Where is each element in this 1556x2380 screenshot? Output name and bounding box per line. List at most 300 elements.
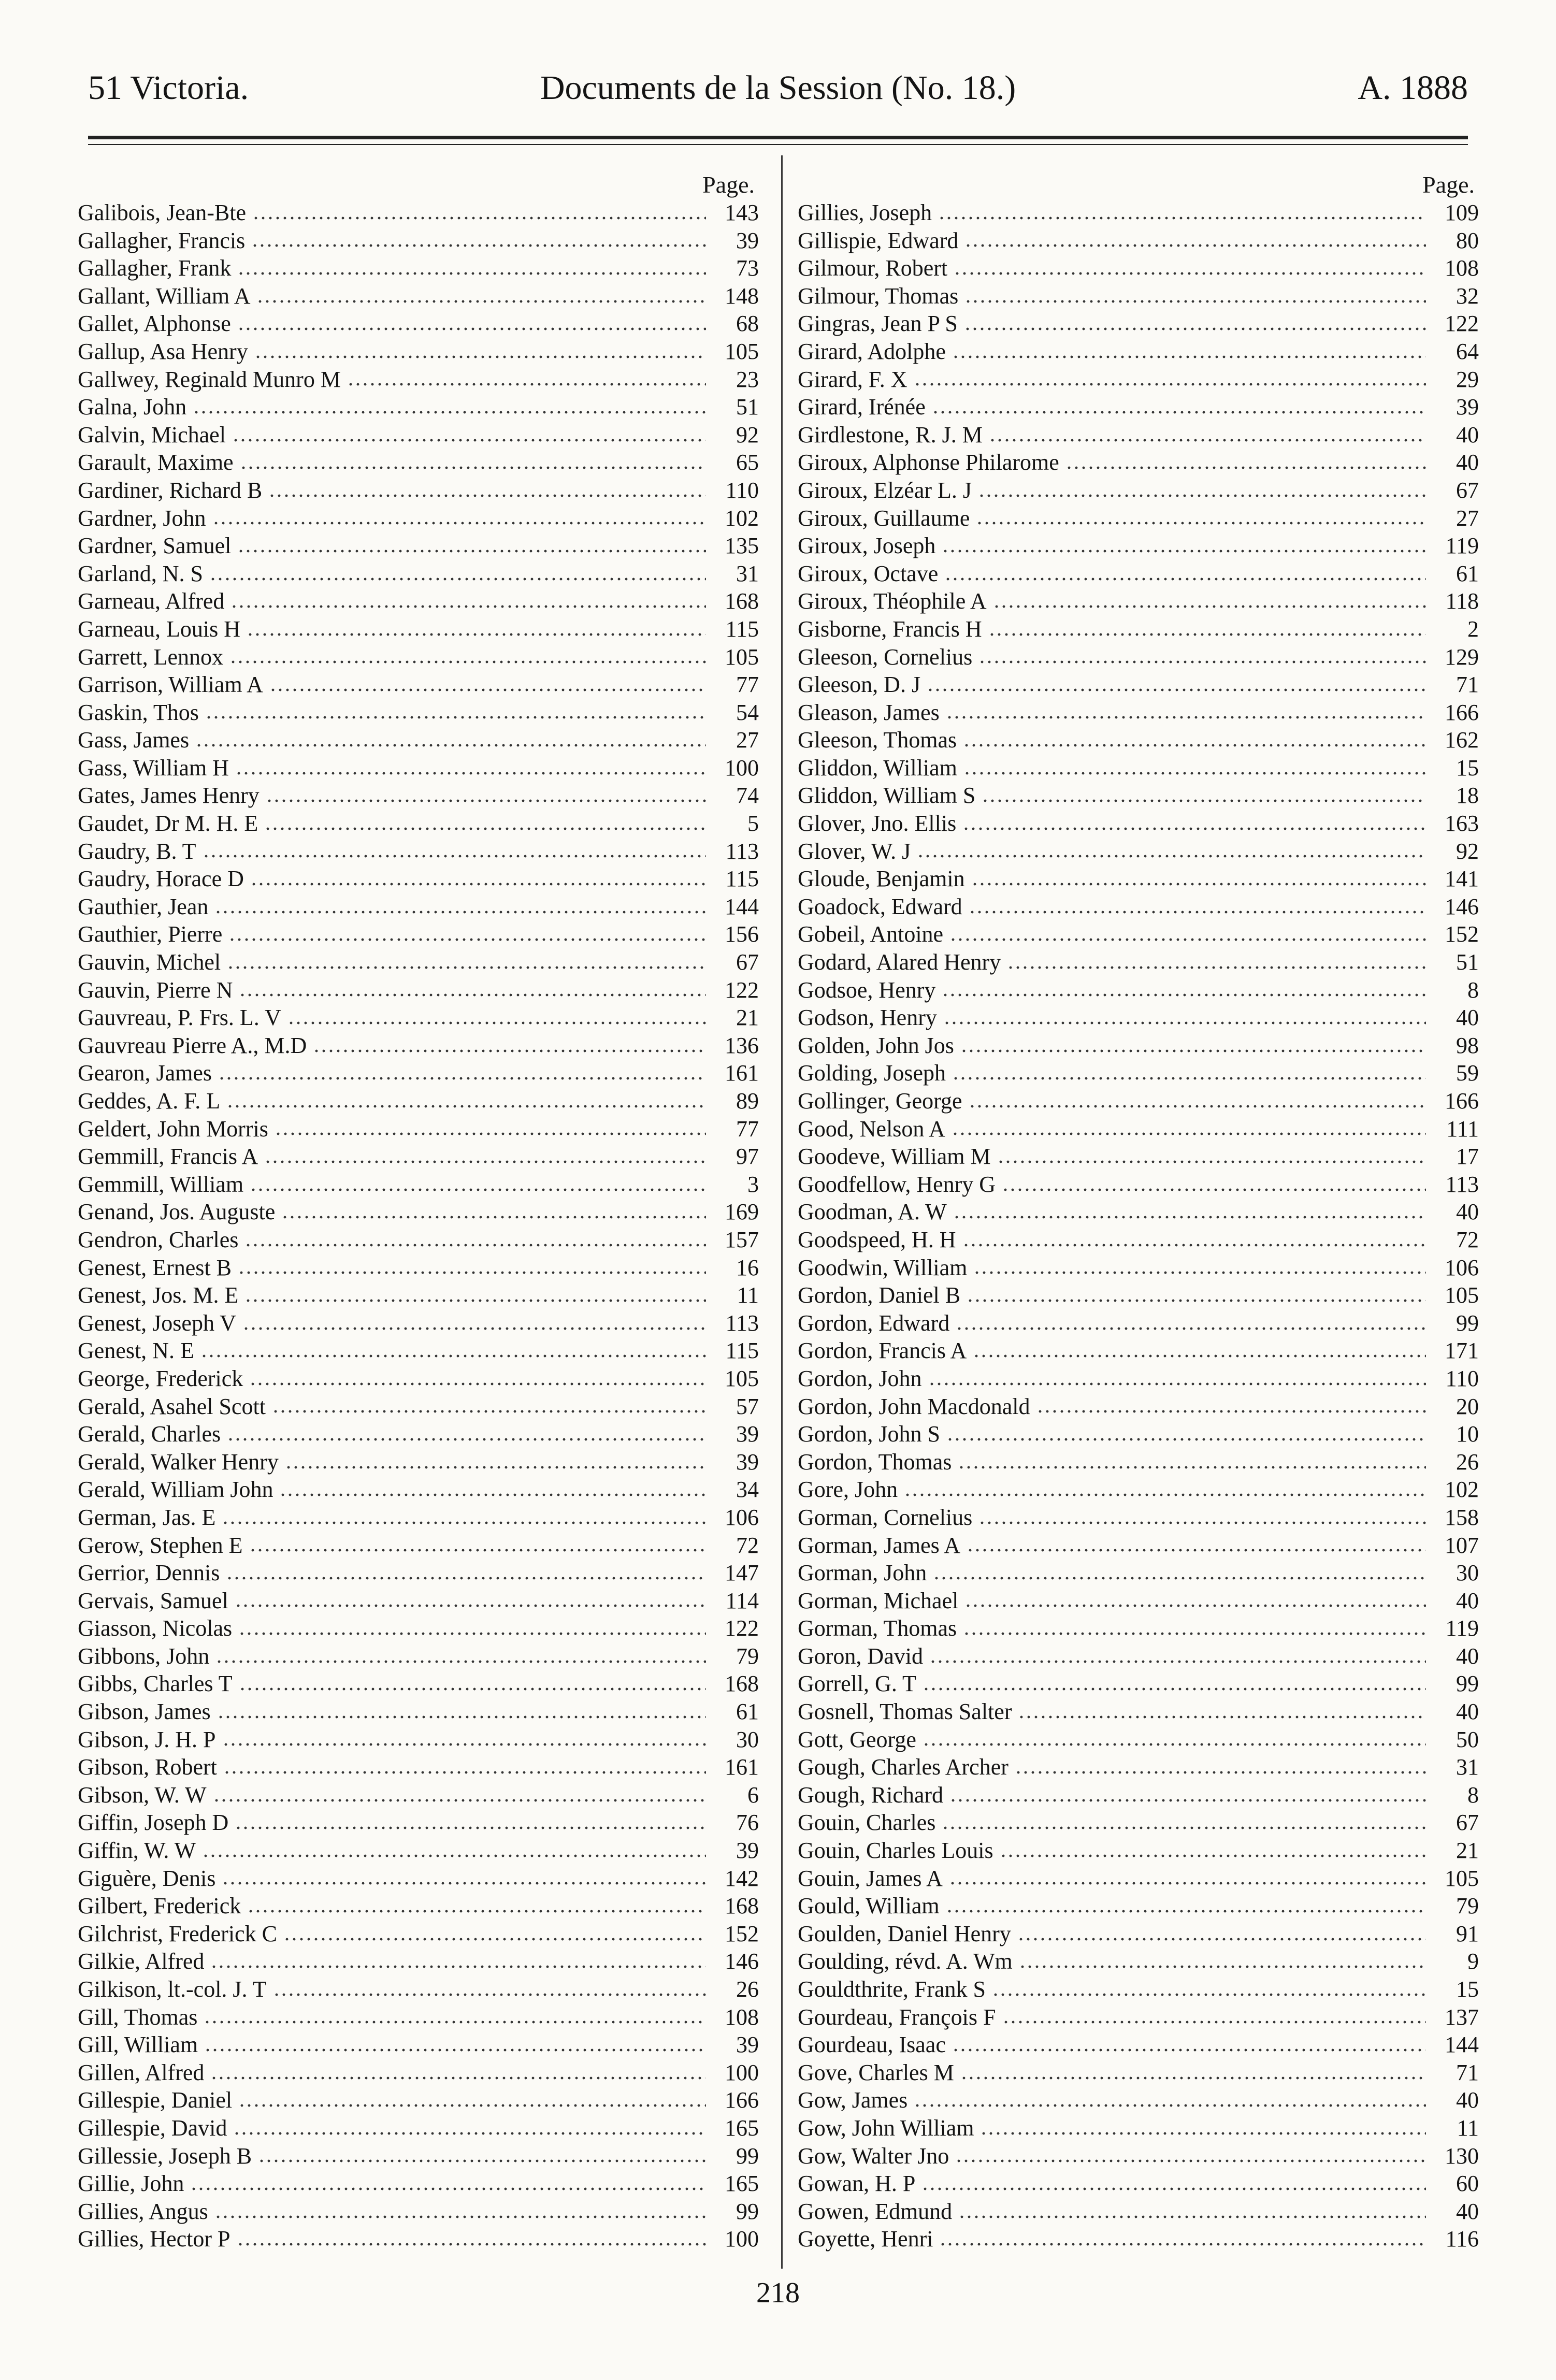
entry-page: 61 [1456, 560, 1479, 586]
entry-page: 108 [1445, 255, 1479, 281]
index-entry [798, 1504, 1479, 1532]
dot-leader [1018, 1715, 1426, 1719]
index-entry [78, 838, 759, 866]
entry-page: 100 [725, 2059, 759, 2085]
entry-page: 152 [1445, 921, 1479, 947]
index-entry [78, 1670, 759, 1698]
dot-leader [239, 993, 706, 997]
entry-name: Goulding, révd. A. Wm [798, 1949, 1013, 1974]
index-entry [78, 1115, 759, 1143]
dot-leader [209, 577, 706, 581]
entry-page: 11 [737, 1282, 759, 1308]
entry-page: 99 [736, 2198, 759, 2224]
entry-page: 29 [1456, 366, 1479, 392]
entry-page: 122 [1445, 311, 1479, 337]
entry-page: 144 [1445, 2032, 1479, 2058]
entry-page: 111 [1446, 1116, 1479, 1142]
entry-page: 9 [1467, 1949, 1479, 1974]
index-entry [78, 810, 759, 838]
entry-name: Giroux, Elzéar L. J [798, 477, 972, 503]
index-entry [78, 1004, 759, 1032]
dot-leader [944, 577, 1426, 581]
entry-page: 54 [736, 699, 759, 725]
dot-leader [228, 937, 706, 942]
entry-name: Garrison, William A [78, 672, 263, 698]
entry-name: Gaudet, Dr M. H. E [78, 811, 258, 836]
index-entry [78, 1920, 759, 1948]
index-entry [798, 2225, 1479, 2253]
index-entry [798, 1337, 1479, 1365]
dot-leader [264, 1160, 706, 1164]
entry-name: Gleason, James [798, 699, 940, 725]
dot-leader [956, 1326, 1426, 1331]
entry-name: Gordon, Thomas [798, 1449, 952, 1475]
header-rule-thin [88, 144, 1468, 145]
index-entry [78, 1948, 759, 1975]
entry-name: Gillies, Angus [78, 2198, 208, 2224]
entry-page: 169 [725, 1199, 759, 1225]
entry-page: 158 [1445, 1504, 1479, 1530]
dot-leader [272, 1409, 706, 1413]
entry-page: 119 [1445, 1615, 1479, 1641]
index-entry [78, 1171, 759, 1199]
entry-page: 89 [736, 1088, 759, 1114]
entry-page: 105 [725, 1365, 759, 1391]
entry-name: Gisborne, Francis H [798, 616, 982, 642]
entry-name: Gilmour, Thomas [798, 283, 959, 309]
entry-page: 51 [736, 394, 759, 420]
dot-leader [235, 1604, 706, 1608]
dot-leader [1017, 1937, 1426, 1941]
entry-page: 143 [725, 200, 759, 225]
dot-leader [953, 1215, 1426, 1219]
entry-name: Gillessie, Joseph B [78, 2143, 252, 2169]
entry-page: 50 [1456, 1726, 1479, 1752]
column-divider [781, 155, 783, 2269]
dot-leader [222, 1881, 706, 1885]
index-entry [798, 2114, 1479, 2142]
entry-name: Girard, Irénée [798, 394, 926, 420]
index-entry [78, 366, 759, 394]
dot-leader [952, 1132, 1426, 1136]
entry-page: 163 [1445, 811, 1479, 836]
entry-page: 59 [1456, 1060, 1479, 1086]
entry-name: Gilkison, lt.-col. J. T [78, 1977, 267, 2002]
dot-leader [215, 1660, 706, 1664]
entry-page: 40 [1456, 422, 1479, 448]
dot-leader [347, 382, 706, 386]
entry-name: Gow, James [798, 2087, 908, 2113]
entry-name: Gorman, Thomas [798, 1615, 957, 1641]
index-entry [78, 1614, 759, 1642]
index-entry [798, 1642, 1479, 1670]
index-entry [78, 2225, 759, 2253]
dot-leader [942, 549, 1426, 553]
dot-leader [954, 271, 1426, 276]
entry-page: 71 [1456, 672, 1479, 698]
index-entry [78, 1393, 759, 1421]
entry-page: 108 [725, 2004, 759, 2030]
entry-name: Giroux, Octave [798, 560, 939, 586]
dot-leader [235, 771, 706, 775]
entry-name: Gordon, Francis A [798, 1338, 967, 1364]
dot-leader [269, 688, 706, 692]
entry-name: Gallup, Asa Henry [78, 338, 248, 364]
index-entry [798, 2086, 1479, 2114]
entry-name: Gordon, Daniel B [798, 1282, 961, 1308]
dot-leader [222, 1742, 707, 1747]
dot-leader [1015, 1770, 1426, 1775]
entry-page: 147 [725, 1560, 759, 1586]
index-entry [798, 1865, 1479, 1893]
dot-leader [952, 2048, 1426, 2052]
index-entry [798, 2170, 1479, 2198]
dot-leader [989, 438, 1426, 442]
entry-name: Godsoe, Henry [798, 977, 936, 1003]
index-entry [798, 449, 1479, 477]
entry-page: 65 [736, 450, 759, 475]
dot-leader [992, 1993, 1426, 1997]
entry-name: Gauthier, Pierre [78, 921, 223, 947]
index-entry [78, 1281, 759, 1309]
entry-page: 40 [1456, 450, 1479, 475]
entry-page: 80 [1456, 227, 1479, 253]
index-entry [798, 1670, 1479, 1698]
index-entry [798, 1115, 1479, 1143]
dot-leader [1065, 466, 1426, 470]
dot-leader [222, 1521, 706, 1525]
entry-page: 100 [725, 2226, 759, 2252]
dot-leader [946, 715, 1426, 719]
index-entry [78, 671, 759, 699]
entry-name: Genest, Ernest B [78, 1254, 232, 1280]
dot-leader [250, 882, 706, 886]
dot-leader [971, 882, 1426, 886]
entry-page: 39 [736, 1838, 759, 1864]
entry-name: Gillen, Alfred [78, 2059, 205, 2085]
index-entry [798, 532, 1479, 560]
entry-name: Gauvreau, P. Frs. L. V [78, 1005, 281, 1031]
index-entry [798, 1171, 1479, 1199]
entry-name: Genest, Joseph V [78, 1310, 236, 1336]
entry-page: 40 [1456, 1588, 1479, 1613]
entry-page: 6 [747, 1782, 759, 1808]
dot-leader [238, 2103, 706, 2108]
index-entry [78, 1559, 759, 1587]
entry-page: 40 [1456, 1199, 1479, 1225]
entry-page: 142 [725, 1865, 759, 1891]
dot-leader [1007, 965, 1426, 970]
entry-name: Golding, Joseph [798, 1060, 946, 1086]
index-entry [798, 1614, 1479, 1642]
dot-leader [235, 1826, 706, 1830]
entry-page: 67 [1456, 1810, 1479, 1836]
dot-leader [223, 1770, 706, 1775]
index-entry [78, 1504, 759, 1532]
entry-page: 110 [725, 477, 759, 503]
entry-name: Gerald, Charles [78, 1421, 221, 1447]
header-volume: 51 Victoria. [88, 69, 249, 107]
entry-name: Gibbons, John [78, 1643, 210, 1669]
entry-page: 40 [1456, 1699, 1479, 1725]
index-entry [78, 1476, 759, 1504]
dot-leader [946, 1437, 1426, 1441]
entry-name: Gardner, John [78, 505, 206, 531]
index-entry [798, 726, 1479, 754]
entry-name: Galvin, Michael [78, 422, 226, 448]
dot-leader [932, 410, 1426, 414]
dot-leader [218, 1076, 706, 1080]
dot-leader [237, 549, 706, 553]
entry-page: 98 [1456, 1032, 1479, 1058]
entry-page: 17 [1456, 1144, 1479, 1170]
entry-name: Gillies, Joseph [798, 200, 932, 225]
index-entry [798, 2003, 1479, 2031]
index-entry [798, 282, 1479, 310]
index-entry [798, 1698, 1479, 1726]
entry-page: 137 [1445, 2004, 1479, 2030]
entry-name: German, Jas. E [78, 1504, 216, 1530]
entry-page: 115 [725, 866, 759, 892]
dot-leader [210, 1965, 706, 1969]
index-entry [78, 2198, 759, 2226]
index-entry [798, 643, 1479, 671]
entry-page: 23 [736, 366, 759, 392]
dot-leader [973, 1271, 1426, 1275]
dot-leader [227, 1437, 706, 1441]
dot-leader [226, 1104, 706, 1108]
index-entry [798, 782, 1479, 810]
index-entry [78, 1337, 759, 1365]
entry-name: Gouldthrite, Frank S [798, 1977, 986, 2002]
entry-name: Gliddon, William [798, 755, 957, 781]
entry-name: Gore, John [798, 1477, 898, 1503]
dot-leader [914, 2103, 1426, 2108]
entry-page: 10 [1456, 1421, 1479, 1447]
index-entry [798, 1254, 1479, 1282]
entry-page: 74 [736, 783, 759, 809]
entry-name: Gourdeau, François F [798, 2004, 996, 2030]
dot-leader [964, 327, 1426, 331]
dot-leader [964, 299, 1426, 304]
header-year: A. 1888 [1358, 69, 1468, 107]
index-entry [798, 1365, 1479, 1393]
entry-name: Garneau, Alfred [78, 588, 225, 614]
index-entry [798, 338, 1479, 366]
entry-page: 40 [1456, 1005, 1479, 1031]
dot-leader [962, 827, 1426, 831]
dot-leader [212, 521, 707, 525]
entry-name: Gowan, H. P [798, 2171, 916, 2197]
entry-name: Gemmill, William [78, 1171, 244, 1197]
entry-name: Giguère, Denis [78, 1865, 216, 1891]
entry-page: 5 [747, 811, 759, 836]
index-entry [798, 504, 1479, 532]
index-entry [78, 1365, 759, 1393]
index-entry [798, 2198, 1479, 2226]
entry-page: 39 [1456, 394, 1479, 420]
entry-name: Godson, Henry [798, 1005, 937, 1031]
dot-leader [943, 1021, 1426, 1025]
dot-leader [242, 1326, 706, 1331]
dot-leader [927, 688, 1426, 692]
entry-page: 15 [1456, 755, 1479, 781]
entry-page: 16 [736, 1254, 759, 1280]
dot-leader [313, 1049, 706, 1053]
entry-page: 8 [1467, 977, 1479, 1003]
entry-page: 114 [725, 1588, 759, 1613]
entry-name: Gorman, Cornelius [798, 1504, 973, 1530]
index-entry [78, 504, 759, 532]
entry-name: Genest, N. E [78, 1338, 194, 1364]
page-header [88, 62, 1468, 114]
entry-name: Garault, Maxime [78, 450, 234, 475]
dot-leader [960, 2076, 1426, 2080]
entry-page: 21 [736, 1005, 759, 1031]
entry-name: Goodman, A. W [798, 1199, 947, 1225]
entry-page: 68 [736, 311, 759, 337]
entry-page: 113 [1445, 1171, 1479, 1197]
entry-name: Gillespie, Daniel [78, 2087, 233, 2113]
entry-page: 148 [725, 283, 759, 309]
entry-name: Gordon, John Macdonald [798, 1393, 1030, 1419]
entry-name: Goodspeed, H. H [798, 1227, 956, 1252]
entry-name: Gerald, Walker Henry [78, 1449, 279, 1475]
entry-name: Gow, John William [798, 2115, 974, 2141]
entry-name: Giasson, Nicolas [78, 1615, 233, 1641]
index-entry [78, 1226, 759, 1254]
index-entry [78, 560, 759, 588]
dot-leader [249, 1382, 706, 1386]
entry-name: Glover, Jno. Ellis [798, 811, 957, 836]
entry-page: 146 [1445, 893, 1479, 919]
entry-page: 113 [725, 1310, 759, 1336]
entry-name: Glover, W. J [798, 838, 911, 864]
entry-name: Gordon, John S [798, 1421, 941, 1447]
dot-leader [244, 1299, 706, 1303]
entry-name: Gliddon, William S [798, 783, 976, 809]
entry-name: Garland, N. S [78, 560, 203, 586]
dot-leader [973, 1354, 1426, 1358]
entry-name: Gill, William [78, 2032, 198, 2058]
dot-leader [962, 1243, 1426, 1247]
entry-page: 40 [1456, 2198, 1479, 2224]
index-entry [798, 1809, 1479, 1837]
dot-leader [214, 2215, 706, 2219]
entry-name: Gough, Richard [798, 1782, 944, 1808]
index-entry [798, 1837, 1479, 1865]
dot-leader [244, 1243, 706, 1247]
entry-page: 31 [736, 560, 759, 586]
index-entry [78, 587, 759, 615]
index-entry [798, 254, 1479, 282]
dot-leader [226, 1576, 706, 1580]
dot-leader [268, 494, 706, 498]
entry-name: Gordon, Edward [798, 1310, 950, 1336]
dot-leader [232, 438, 706, 442]
index-entry [798, 477, 1479, 504]
entry-name: Gleeson, Thomas [798, 727, 957, 753]
entry-name: Gallwey, Reginald Munro M [78, 366, 341, 392]
index-entry [798, 2142, 1479, 2170]
entry-page: 18 [1456, 783, 1479, 809]
entry-name: Gorrell, G. T [798, 1671, 916, 1697]
entry-page: 91 [1456, 1921, 1479, 1946]
entry-page: 67 [736, 949, 759, 975]
entry-page: 165 [725, 2171, 759, 2197]
entry-name: Galibois, Jean-Bte [78, 200, 247, 225]
entry-name: Girard, Adolphe [798, 338, 946, 364]
index-entry [78, 1809, 759, 1837]
entry-page: 136 [725, 1032, 759, 1058]
index-column-left [78, 171, 759, 2253]
page-column-label: Page. [1422, 171, 1475, 198]
dot-leader [250, 1188, 706, 1192]
index-entry [798, 699, 1479, 727]
dot-leader [252, 216, 706, 220]
index-entry [78, 227, 759, 255]
entry-page: 135 [725, 533, 759, 559]
entry-page: 105 [1445, 1282, 1479, 1308]
entry-page: 122 [725, 977, 759, 1003]
index-entry [798, 810, 1479, 838]
dot-leader [929, 1660, 1426, 1664]
entry-name: Giffin, W. W [78, 1838, 196, 1864]
entry-page: 110 [1445, 1365, 1479, 1391]
index-entry [78, 282, 759, 310]
entry-name: Gauvreau Pierre A., M.D [78, 1032, 307, 1058]
dot-leader [980, 2131, 1426, 2136]
index-entry [78, 1532, 759, 1560]
index-entry [78, 893, 759, 921]
entry-name: Gaudry, Horace D [78, 866, 244, 892]
index-entry [798, 1587, 1479, 1615]
entry-page: 152 [725, 1921, 759, 1946]
entry-name: Girard, F. X [798, 366, 907, 392]
index-entry [78, 477, 759, 504]
index-entry [78, 1254, 759, 1282]
index-entry [78, 199, 759, 227]
index-entry [798, 1892, 1479, 1920]
index-entry [78, 2059, 759, 2087]
index-entry [798, 1975, 1479, 2003]
index-entry [798, 1198, 1479, 1226]
index-entry [798, 615, 1479, 643]
index-entry [798, 893, 1479, 921]
entry-name: Goadock, Edward [798, 893, 962, 919]
entry-page: 40 [1456, 2087, 1479, 2113]
dot-leader [993, 604, 1426, 609]
entry-page: 105 [725, 644, 759, 670]
index-entry [798, 1309, 1479, 1337]
index-entry [78, 1726, 759, 1754]
dot-leader [239, 1687, 706, 1691]
entry-page: 26 [1456, 1449, 1479, 1475]
entry-name: Gauthier, Jean [78, 893, 209, 919]
dot-leader [1000, 1854, 1426, 1858]
dot-leader [254, 355, 706, 359]
entry-page: 27 [736, 727, 759, 753]
entry-name: Gouin, James A [798, 1865, 943, 1891]
dot-leader [281, 1215, 706, 1219]
index-entry [78, 1309, 759, 1337]
dot-leader [1002, 1188, 1426, 1192]
entry-name: Gloude, Benjamin [798, 866, 965, 892]
entry-name: Gove, Charles M [798, 2059, 954, 2085]
index-entry [798, 1226, 1479, 1254]
entry-name: Goodeve, William M [798, 1144, 991, 1170]
dot-leader [200, 1354, 706, 1358]
